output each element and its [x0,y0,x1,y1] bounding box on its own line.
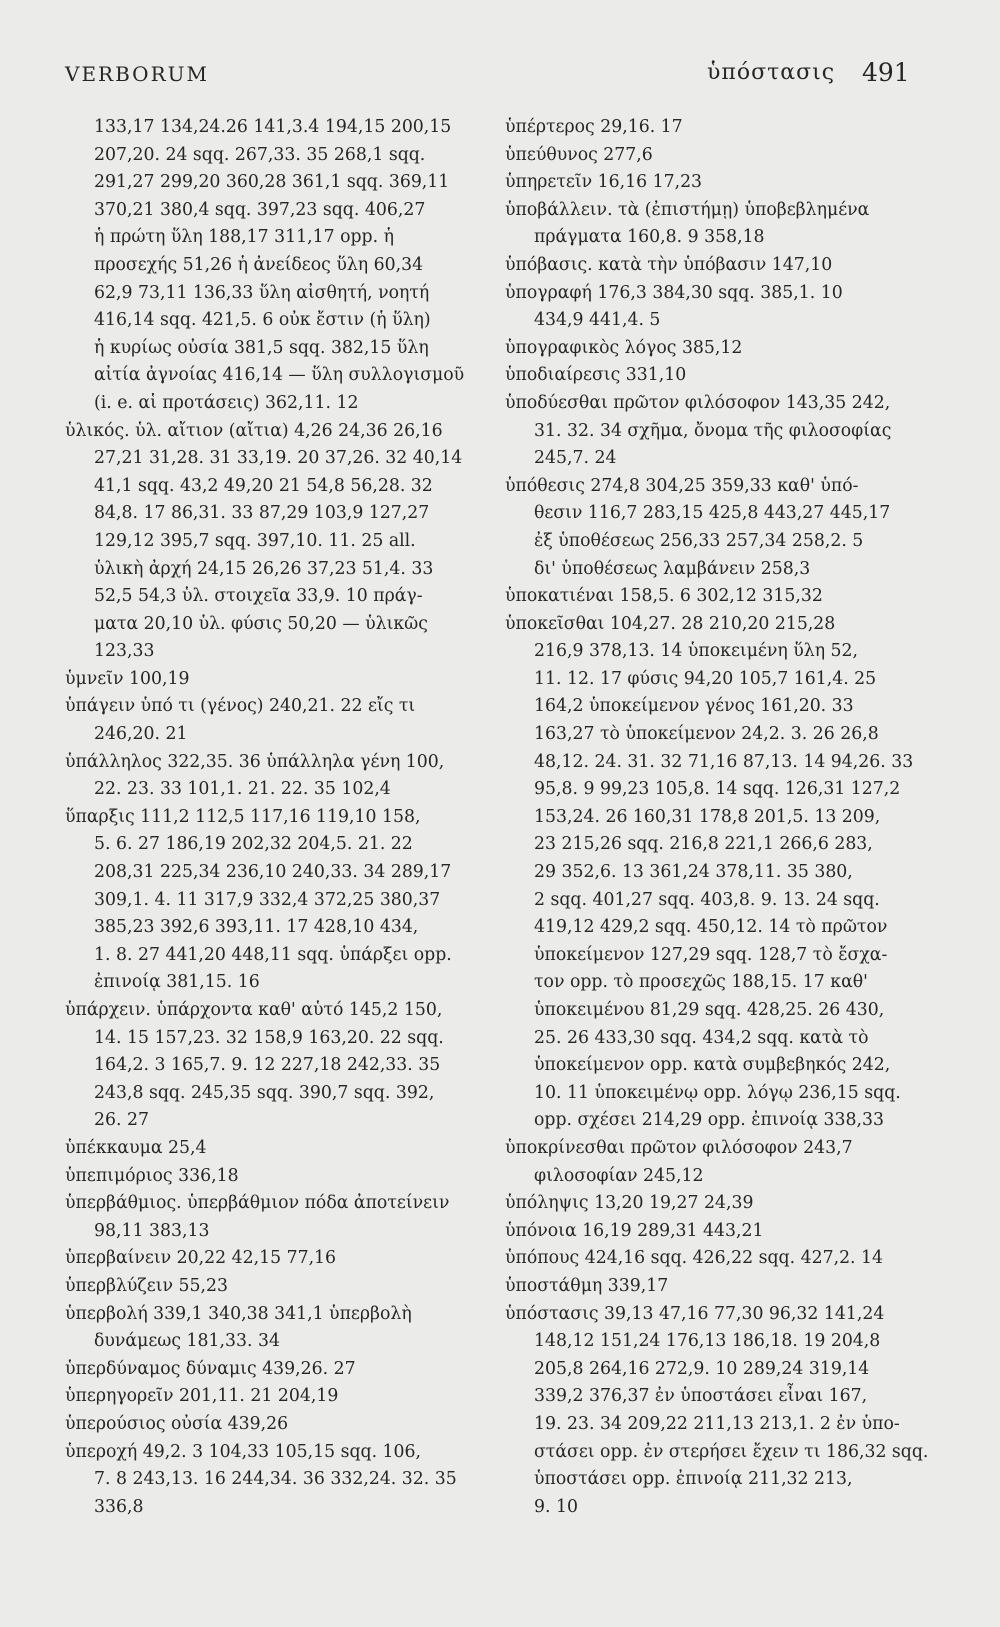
index-continuation-line: ἐξ ὑποθέσεως 256,33 257,34 258,2. 5 [534,530,864,551]
index-entry-line: ὑπερβαίνειν 20,22 42,15 77,16 [65,1248,337,1269]
index-continuation-line: ὑποστάσει opp. ἐπινοίᾳ 211,32 213, [534,1469,853,1490]
index-entry-line: ὑπογραφικὸς λόγος 385,12 [505,337,743,358]
index-entry-line: ὑποκεῖσθαι 104,27. 28 210,20 215,28 [505,613,836,634]
index-continuation-line: 163,27 τὸ ὑποκείμενον 24,2. 3. 26 26,8 [534,724,879,745]
index-continuation-line: 11. 12. 17 φύσις 94,20 105,7 161,4. 25 [534,668,877,689]
index-column-right [505,114,929,1521]
index-continuation-line: 26. 27 [94,1110,149,1131]
index-continuation-line: 5. 6. 27 186,19 202,32 204,5. 21. 22 [94,834,413,855]
index-entry-line: ὑπερηγορεῖν 201,11. 21 204,19 [65,1386,339,1407]
index-continuation-line: ἡ κυρίως οὐσία 381,5 sqq. 382,15 ὕλη [94,337,429,358]
index-entry-line: ὑπερβάθμιος. ὑπερβάθμιον πόδα ἀποτείνειν [65,1193,450,1214]
index-continuation-line: 419,12 429,2 sqq. 450,12. 14 τὸ πρῶτον [534,917,888,938]
index-continuation-line: ὑποκειμένου 81,29 sqq. 428,25. 26 430, [534,1000,885,1020]
index-continuation-line: 164,2. 3 165,7. 9. 12 227,18 242,33. 35 [94,1055,441,1076]
index-continuation-line: ὑποκείμενον opp. κατὰ συμβεβηκός 242, [534,1055,891,1076]
index-entry-line: ὑπερδύναμος δύναμις 439,26. 27 [65,1358,356,1379]
index-continuation-line: 23 215,26 sqq. 216,8 221,1 266,6 283, [534,834,873,855]
index-continuation-line: 208,31 225,34 236,10 240,33. 34 289,17 [94,862,452,883]
index-continuation-line: 7. 8 243,13. 16 244,34. 36 332,24. 32. 35 [94,1469,457,1490]
index-continuation-line: 27,21 31,28. 31 33,19. 20 37,26. 32 40,14 [94,448,463,469]
index-entry-line: ὑπεύθυνος 277,6 [505,144,653,165]
index-continuation-line: 153,24. 26 160,31 178,8 201,5. 13 209, [534,806,881,827]
index-entry-line: ὑπογραφή 176,3 384,30 sqq. 385,1. 10 [505,282,843,303]
index-continuation-line: 52,5 54,3 ὑλ. στοιχεῖα 33,9. 10 πράγ- [94,586,423,607]
index-continuation-line: 205,8 264,16 272,9. 10 289,24 319,14 [534,1358,870,1379]
index-entry-line: ὑπόθεσις 274,8 304,25 359,33 καθ' ὑπό- [505,475,859,496]
index-continuation-line: ματα 20,10 ὑλ. φύσις 50,20 — ὑλικῶς [94,613,428,634]
index-entry-line: ὑπάλληλος 322,35. 36 ὑπάλληλα γένη 100, [65,751,445,772]
index-continuation-line: φιλοσοφίαν 245,12 [534,1165,704,1186]
index-continuation-line: opp. σχέσει 214,29 opp. ἐπινοίᾳ 338,33 [534,1110,884,1131]
index-continuation-line: 164,2 ὑποκείμενον γένος 161,20. 33 [534,696,854,717]
index-continuation-line: 216,9 378,13. 14 ὑποκειμένη ὕλη 52, [534,641,859,662]
index-continuation-line: 9. 10 [534,1496,578,1517]
index-entry-line: ὑπεπιμόριος 336,18 [65,1165,239,1186]
index-continuation-line: 245,7. 24 [534,448,617,469]
index-continuation-line: 370,21 380,4 sqq. 397,23 sqq. 406,27 [94,199,426,220]
index-entry-line: ὑποστάθμη 339,17 [505,1275,669,1296]
index-entry-line: ὑπόληψις 13,20 19,27 24,39 [505,1193,754,1214]
index-entry-line: ὕπαρξις 111,2 112,5 117,16 119,10 158, [65,806,421,827]
index-entry-line: ὑποδιαίρεσις 331,10 [505,365,687,386]
index-continuation-line: δυνάμεως 181,33. 34 [94,1331,280,1352]
index-continuation-line: 29 352,6. 13 361,24 378,11. 35 380, [534,862,853,883]
index-entry-line: ὑπέρτερος 29,16. 17 [505,117,683,137]
index-continuation-line: ὑποκείμενον 127,29 sqq. 128,7 τὸ ἔσχα- [534,944,888,965]
index-continuation-line: 148,12 151,24 176,13 186,18. 19 204,8 [534,1331,881,1352]
index-entry-line: ὑπόπους 424,16 sqq. 426,22 sqq. 427,2. 14 [505,1248,884,1269]
index-entry-line: ὑμνεῖν 100,19 [65,668,190,689]
index-continuation-line: 385,23 392,6 393,11. 17 428,10 434, [94,917,419,938]
index-entry-line: ὑποβάλλειν. τὰ (ἐπιστήμῃ) ὑποβεβλημένα [505,199,870,220]
index-continuation-line: 10. 11 ὑποκειμένῳ opp. λόγῳ 236,15 sqq. [534,1082,901,1103]
index-continuation-line: 62,9 73,11 136,33 ὕλη αἰσθητή, νοητή [94,282,430,303]
index-continuation-line: προσεχής 51,26 ἡ ἀνείδεος ὕλη 60,34 [94,254,424,275]
index-entry-line: ὑπέκκαυμα 25,4 [65,1137,207,1158]
index-continuation-line: 243,8 sqq. 245,35 sqq. 390,7 sqq. 392, [94,1082,435,1103]
index-entry-line: ὑπόστασις 39,13 47,16 77,30 96,32 141,24 [505,1303,885,1324]
index-continuation-line: 31. 32. 34 σχῆμα, ὄνομα τῆς φιλοσοφίας [534,420,892,441]
index-continuation-line: 129,12 395,7 sqq. 397,10. 11. 25 all. [94,530,416,551]
index-continuation-line: 2 sqq. 401,27 sqq. 403,8. 9. 13. 24 sqq. [534,889,880,910]
index-continuation-line: 25. 26 433,30 sqq. 434,2 sqq. κατὰ τὸ [534,1027,869,1048]
index-entry-line: ὑλικός. ὑλ. αἴτιον (αἴτια) 4,26 24,36 26,16 [65,420,443,441]
index-continuation-line: 133,17 134,24.26 141,3.4 194,15 200,15 [94,117,452,137]
index-continuation-line: δι' ὑποθέσεως λαμβάνειν 258,3 [534,558,811,579]
index-continuation-line: 19. 23. 34 209,22 211,13 213,1. 2 ἐν ὑπο- [534,1413,900,1434]
index-column-left [65,114,485,1521]
index-continuation-line: 336,8 [94,1496,144,1517]
index-continuation-line: ἡ πρώτη ὕλη 188,17 311,17 opp. ἡ [94,227,394,248]
index-continuation-line: (i. e. αἱ προτάσεις) 362,11. 12 [94,392,359,413]
running-head-word: ὑπόστασις [707,60,836,85]
index-continuation-line: 309,1. 4. 11 317,9 332,4 372,25 380,37 [94,889,441,910]
index-entry-line: ὑπόβασις. κατὰ τὴν ὑπόβασιν 147,10 [505,254,833,275]
index-continuation-line: 434,9 441,4. 5 [534,310,661,331]
index-continuation-line: 98,11 383,13 [94,1220,210,1241]
index-continuation-line: 22. 23. 33 101,1. 21. 22. 35 102,4 [94,779,391,800]
index-entry-line: ὑποκατιέναι 158,5. 6 302,12 315,32 [505,586,823,607]
index-continuation-line: 339,2 376,37 ἐν ὑποστάσει εἶναι 167, [534,1386,868,1407]
index-continuation-line: 1. 8. 27 441,20 448,11 sqq. ὑπάρξει opp. [94,944,452,965]
index-entry-line: ὑποκρίνεσθαι πρῶτον φιλόσοφον 243,7 [505,1137,853,1158]
index-continuation-line: 416,14 sqq. 421,5. 6 οὐκ ἔστιν (ἡ ὕλη) [94,310,431,331]
index-entry-line: ὑπάρχειν. ὑπάρχοντα καθ' αὑτό 145,2 150, [65,1000,443,1020]
index-continuation-line: 95,8. 9 99,23 105,8. 14 sqq. 126,31 127,2 [534,779,901,800]
index-entry-line: ὑπηρετεῖν 16,16 17,23 [505,172,703,193]
page-number: 491 [862,58,910,87]
index-continuation-line: στάσει opp. ἐν στερήσει ἔχειν τι 186,32 sqq. [534,1441,929,1462]
index-continuation-line: αἰτία ἀγνοίας 416,14 — ὕλη συλλογισμοῦ [94,365,465,386]
index-continuation-line: 207,20. 24 sqq. 267,33. 35 268,1 sqq. [94,144,426,165]
index-continuation-line: ὑλικὴ ἀρχή 24,15 26,26 37,23 51,4. 33 [94,558,434,579]
index-continuation-line: 14. 15 157,23. 32 158,9 163,20. 22 sqq. [94,1027,444,1048]
index-continuation-line: τον opp. τὸ προσεχῶς 188,15. 17 καθ' [534,972,868,993]
index-entry-line: ὑπόνοια 16,19 289,31 443,21 [505,1220,764,1241]
index-continuation-line: 123,33 [94,641,155,662]
index-entry-line: ὑπερούσιος οὐσία 439,26 [65,1413,289,1434]
running-head-left: VERBORUM [65,62,209,86]
index-continuation-line: πράγματα 160,8. 9 358,18 [534,227,765,248]
index-continuation-line: 246,20. 21 [94,724,188,745]
index-entry-line: ὑπεροχή 49,2. 3 104,33 105,15 sqq. 106, [65,1441,422,1462]
index-continuation-line: 48,12. 24. 31. 32 71,16 87,13. 14 94,26. 33 [534,751,914,772]
index-continuation-line: 41,1 sqq. 43,2 49,20 21 54,8 56,28. 32 [94,475,433,496]
index-entry-line: ὑποδύεσθαι πρῶτον φιλόσοφον 143,35 242, [505,392,891,413]
index-entry-line: ὑπερβλύζειν 55,23 [65,1275,228,1296]
index-continuation-line: 84,8. 17 86,31. 33 87,29 103,9 127,27 [94,503,430,524]
index-continuation-line: ἐπινοίᾳ 381,15. 16 [94,972,260,993]
index-entry-line: ὑπάγειν ὑπό τι (γένος) 240,21. 22 εἴς τι [65,696,416,717]
index-entry-line: ὑπερβολή 339,1 340,38 341,1 ὑπερβολὴ [65,1303,412,1324]
index-continuation-line: 291,27 299,20 360,28 361,1 sqq. 369,11 [94,172,450,193]
index-continuation-line: θεσιν 116,7 283,15 425,8 443,27 445,17 [534,503,891,524]
